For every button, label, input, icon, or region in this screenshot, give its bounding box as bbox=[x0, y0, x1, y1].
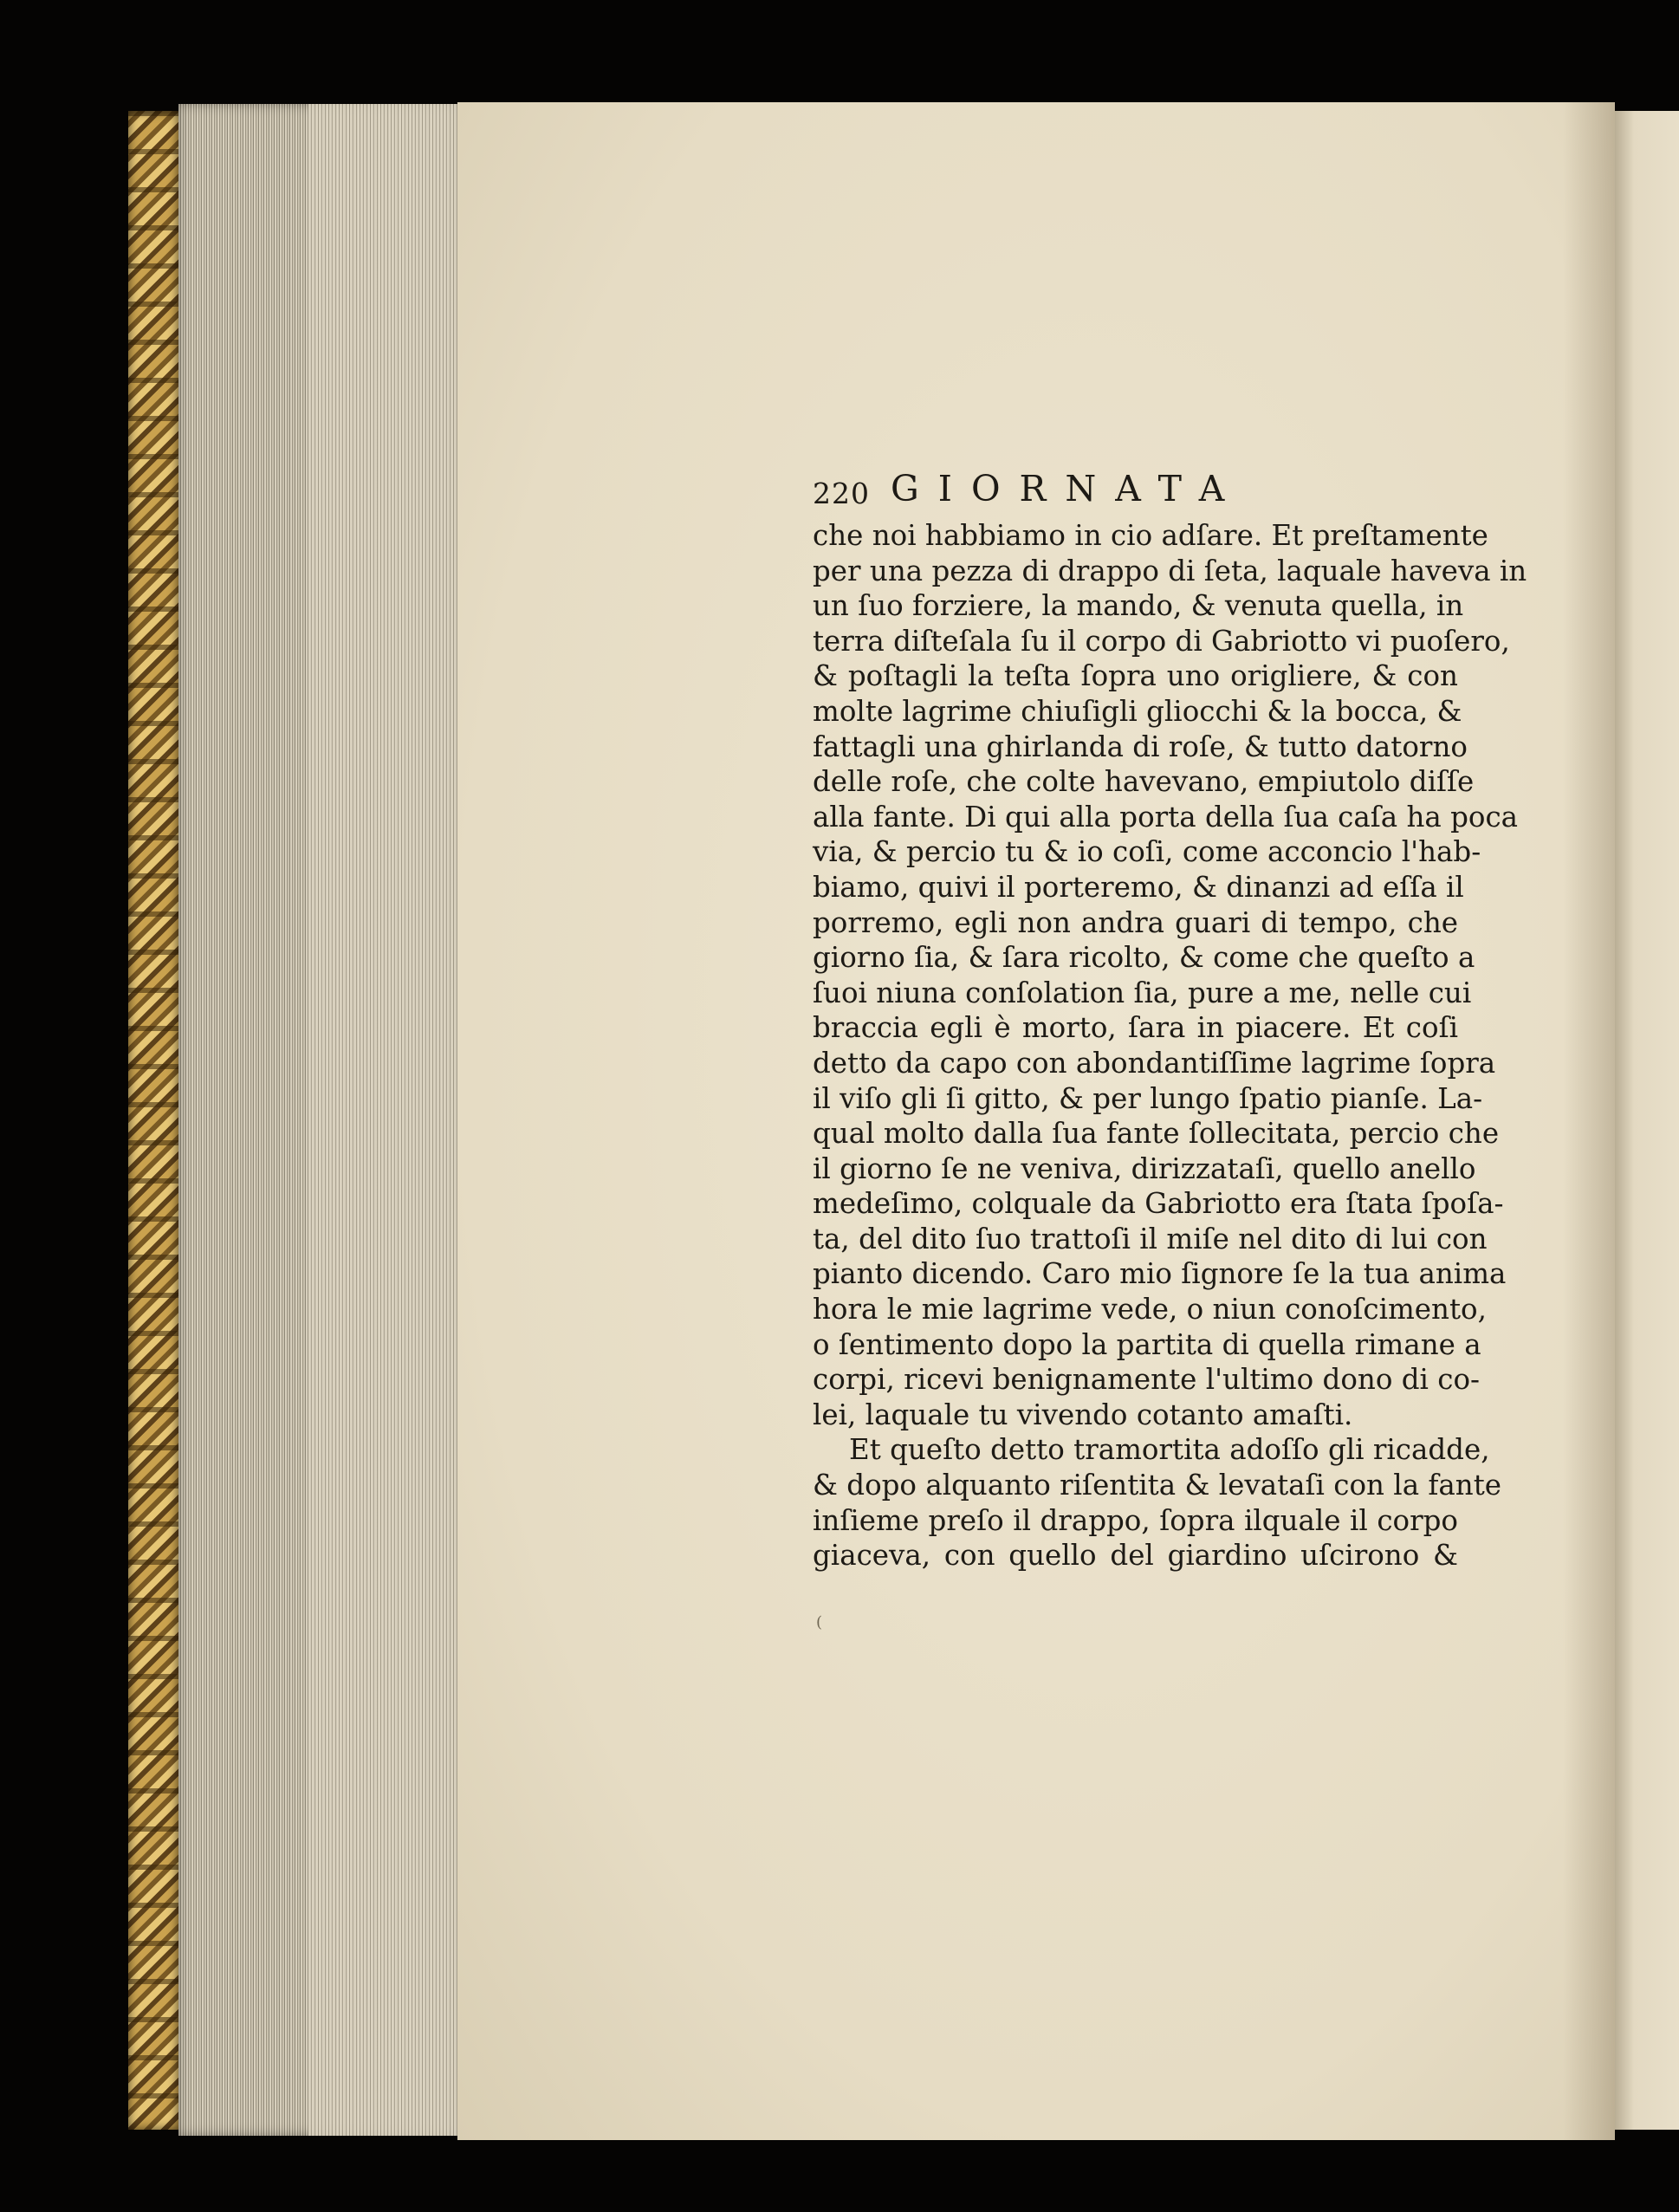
text-line: qual molto dalla ſua fante ſollecitata, percio che bbox=[813, 1117, 1500, 1151]
text-line: un ſuo forziere, la mando, & venuta quella, in bbox=[813, 589, 1464, 623]
text-line: via, & percio tu & io coſi, come acconcio l'hab- bbox=[813, 835, 1481, 869]
text-line: corpi, ricevi benignamente l'ultimo dono di co- bbox=[813, 1363, 1481, 1397]
text-line: giorno ſia, & ſara ricolto, & come che queſto a bbox=[813, 941, 1475, 975]
text-line: & poſtagli la teſta ſopra uno origliere, & con bbox=[813, 659, 1458, 693]
text-line: terra diſteſala ſu il corpo di Gabriotto vi puoſero, bbox=[813, 624, 1510, 658]
text-line: molte lagrime chiuſigli gliocchi & la bocca, & bbox=[813, 694, 1462, 728]
text-line: delle roſe, che colte havevano, empiutolo diſſe bbox=[813, 765, 1475, 799]
text-line: hora le mie lagrime vede, o niun conoſcimento, bbox=[813, 1293, 1487, 1327]
page-edges bbox=[178, 104, 457, 2136]
facing-page-edge bbox=[1615, 111, 1679, 2130]
text-line: porremo, egli non andra guari di tempo, che bbox=[813, 905, 1458, 939]
text-line: alla fante. Di qui alla porta della ſua caſa ha poca bbox=[813, 800, 1519, 834]
gilded-spine bbox=[128, 111, 178, 2130]
running-head bbox=[813, 468, 1458, 518]
text-line: ſuoi niuna conſolation ſia, pure a me, nelle cui bbox=[813, 976, 1472, 1009]
text-line: giaceva, con quello del giardino uſcirono & bbox=[813, 1539, 1458, 1573]
running-title: GIORNATA bbox=[891, 468, 1244, 509]
text-block bbox=[813, 468, 1527, 1573]
text-line: inſieme preſo il drappo, ſopra ilquale il corpo bbox=[813, 1503, 1458, 1537]
body-text bbox=[813, 518, 1527, 1573]
text-line: il giorno ſe ne veniva, dirizzataſi, quello anello bbox=[813, 1151, 1476, 1185]
text-line: & dopo alquanto riſentita & levataſi con la fante bbox=[813, 1469, 1502, 1502]
text-line: per una pezza di drappo di ſeta, laquale haveva in bbox=[813, 554, 1527, 587]
text-line: fattagli una ghirlanda di roſe, & tutto datorno bbox=[813, 730, 1468, 763]
text-line: medeſimo, colquale da Gabriotto era ſtata ſpoſa- bbox=[813, 1187, 1504, 1221]
text-line: il viſo gli ſi gitto, & per lungo ſpatio pianſe. La- bbox=[813, 1081, 1483, 1115]
stray-mark: ( bbox=[816, 1613, 823, 1631]
text-line: ta, del dito ſuo trattoſi il miſe nel dito di lui con bbox=[813, 1222, 1488, 1255]
text-line: lei, laquale tu vivendo cotanto amaſti. bbox=[813, 1398, 1353, 1431]
text-line: detto da capo con abondantiſſime lagrime ſopra bbox=[813, 1046, 1496, 1080]
page-number: 220 bbox=[813, 477, 870, 510]
text-line: o ſentimento dopo la partita di quella rimane a bbox=[813, 1327, 1481, 1361]
gutter-shadow bbox=[1563, 102, 1615, 2140]
text-line: Et queſto detto tramortita adoſſo gli ricadde, bbox=[849, 1433, 1490, 1467]
text-line: braccia egli è morto, ſara in piacere. Et coſi bbox=[813, 1011, 1458, 1045]
text-line: pianto dicendo. Caro mio ſignore ſe la tua anima bbox=[813, 1257, 1507, 1291]
text-line: che noi habbiamo in cio adſare. Et preſtamente bbox=[813, 519, 1488, 552]
text-line: biamo, quivi il porteremo, & dinanzi ad eſſa il bbox=[813, 870, 1464, 904]
